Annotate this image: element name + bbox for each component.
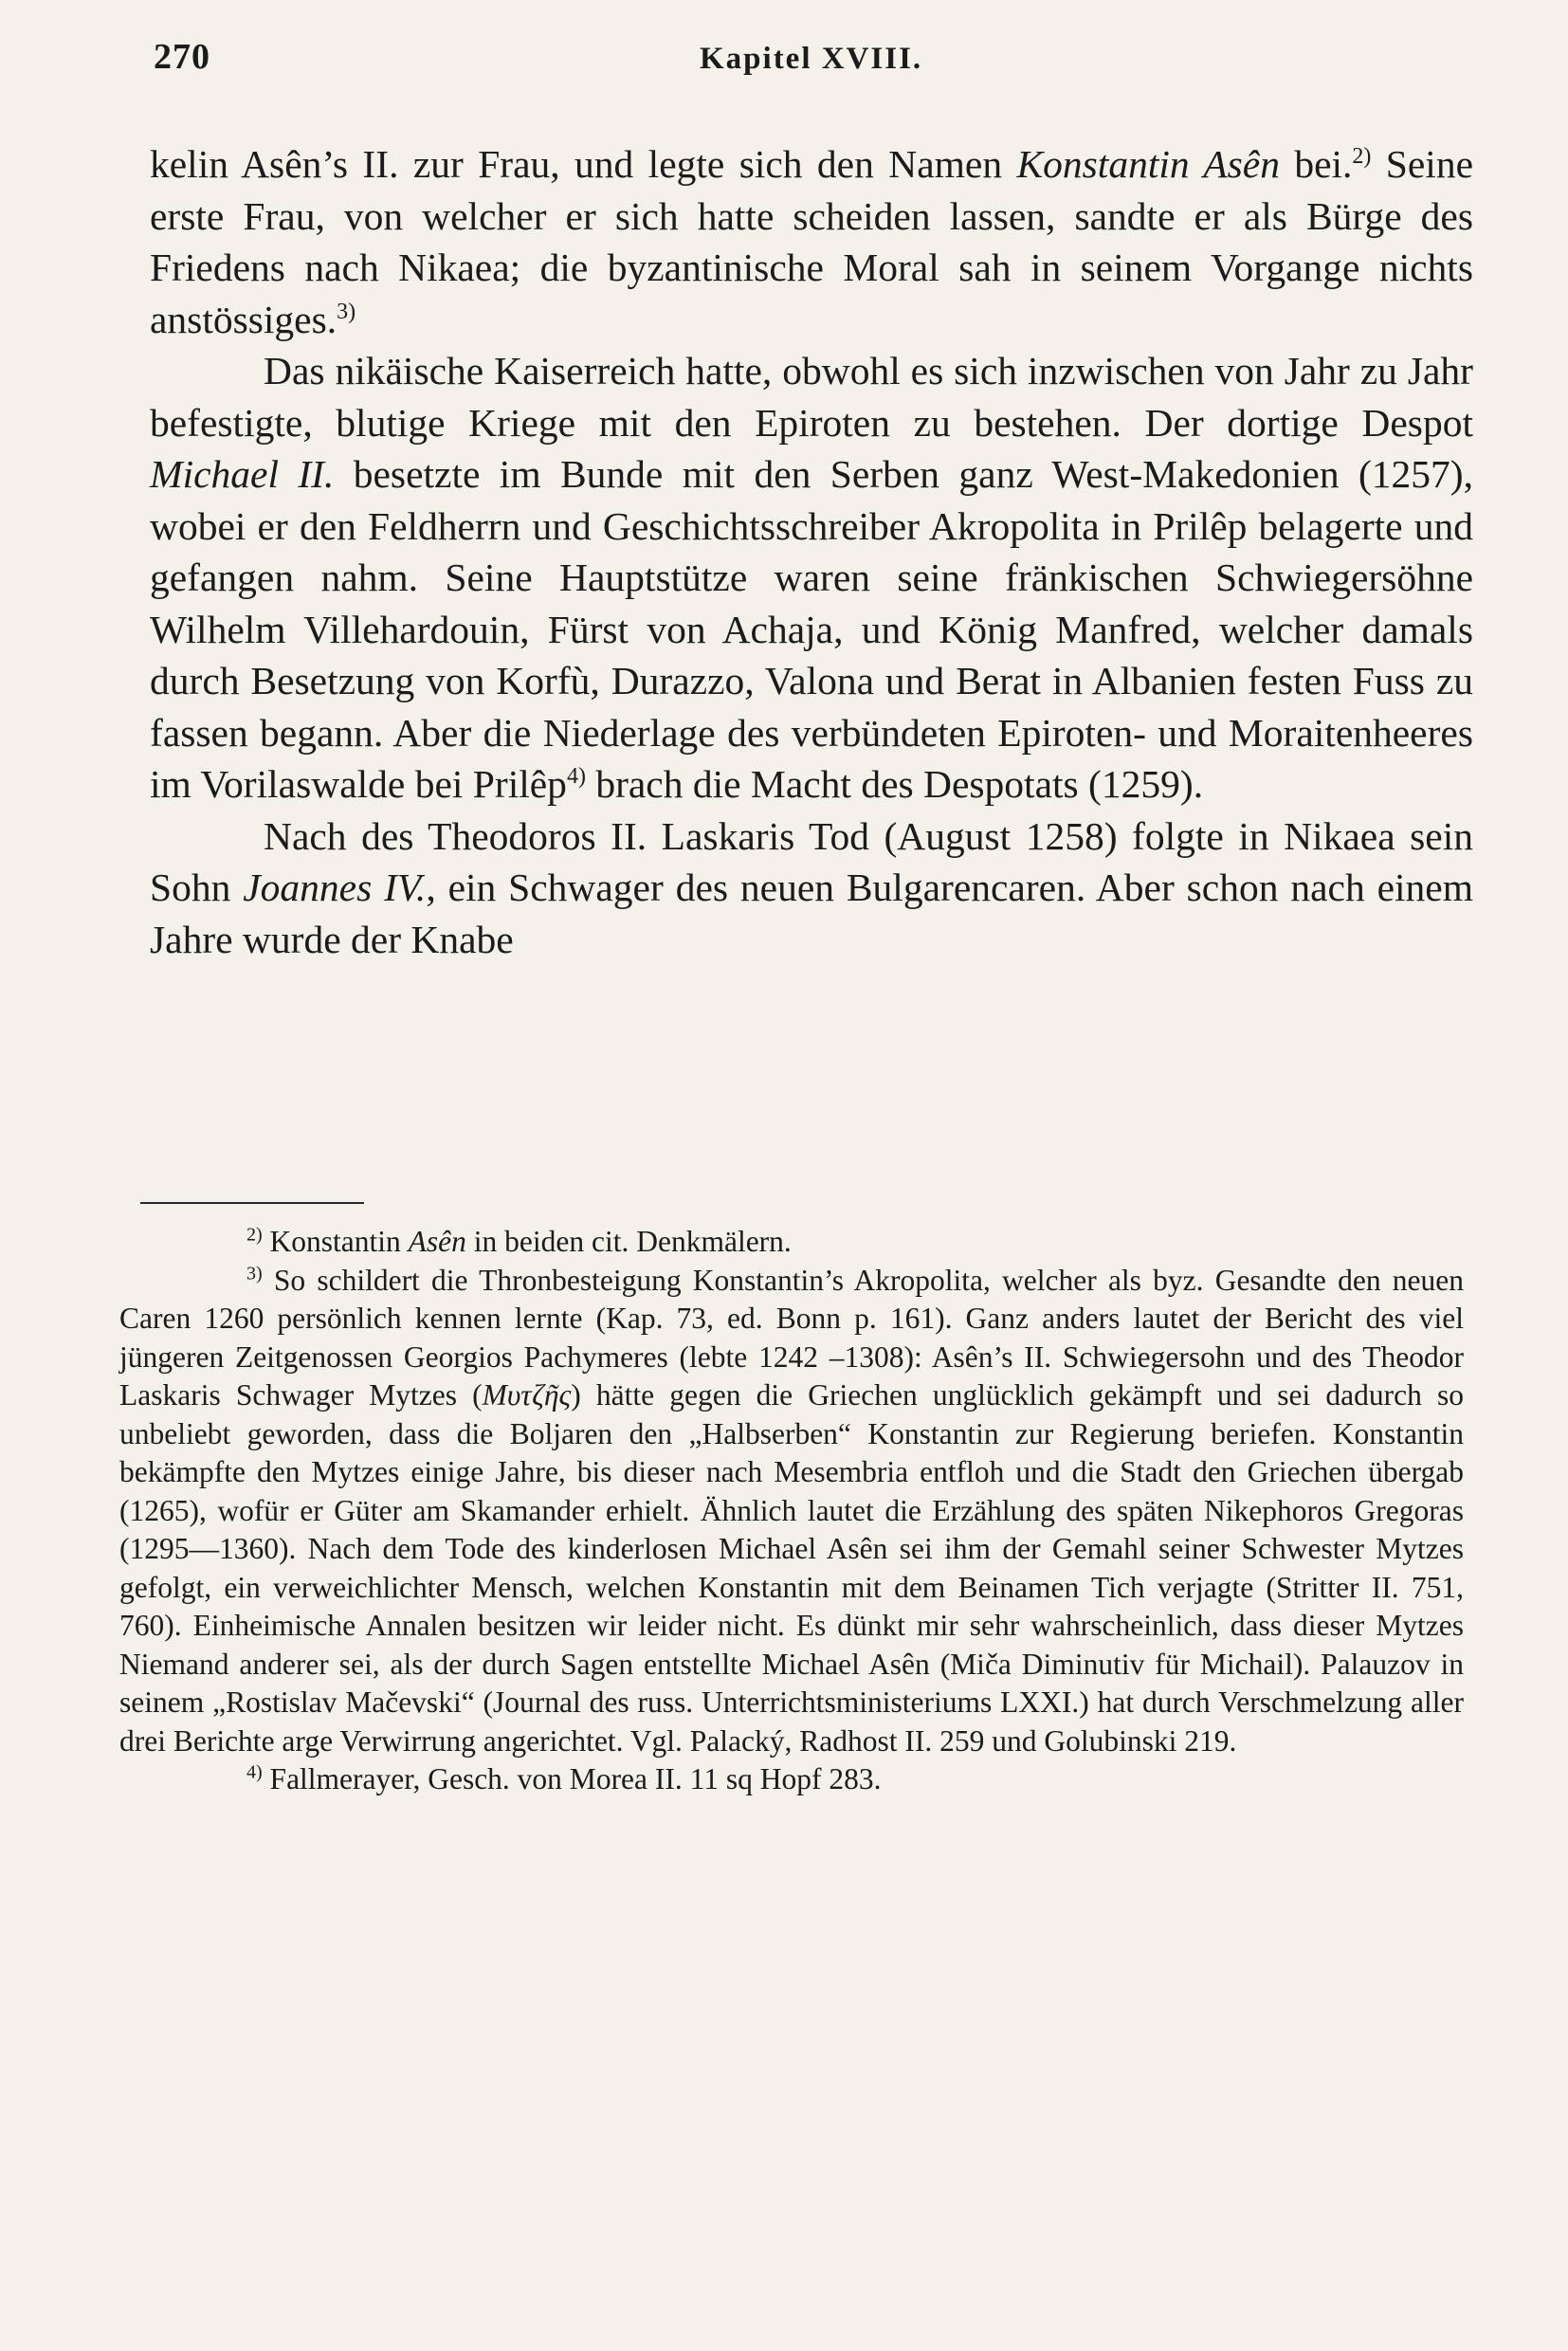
footnote-marker: 2)	[246, 1224, 263, 1246]
text-run: , ein Schwager des neuen Bulgarencaren. Aber schon nach einem Jahre wurde der Knabe	[150, 866, 1473, 961]
italic-text: Asên	[408, 1225, 466, 1258]
text-run: Nach des Theodoros II. Laskaris Tod (August 1258) folgte in Nikaea sein Sohn	[150, 813, 1473, 909]
footnote-marker: 4)	[246, 1761, 263, 1783]
paragraph	[150, 345, 1473, 811]
footnote-marker: 3)	[246, 1263, 263, 1284]
text-run: Seine erste Frau, von welcher er sich hatte scheiden lassen, sandte er als Bürge des Friedens nach Nikaea; die byzantinische Moral sah in seinem Vorgange nichts anstössiges.	[150, 142, 1474, 341]
paragraph	[150, 811, 1473, 966]
footnotes	[119, 1223, 1464, 1799]
footnote-marker: 4)	[566, 764, 586, 790]
text-run: Das nikäische Kaiserreich hatte, obwohl es sich inzwischen von Jahr zu Jahr befestigte, blutige Kriege mit den Epiroten zu bestehen. Der dortige Despot	[150, 349, 1473, 445]
footnote	[119, 1760, 1464, 1799]
running-header: Kapitel XVIII.	[700, 42, 923, 76]
text-run: Fallmerayer, Gesch. von Morea II. 11 sq Hopf 283.	[262, 1762, 882, 1795]
footnote-divider	[140, 1202, 364, 1204]
footnote-marker: 3)	[337, 299, 356, 324]
italic-text: Michael II.	[150, 452, 335, 496]
page-number: 270	[154, 37, 210, 77]
text-run: bei.	[1279, 142, 1353, 186]
main-text	[150, 138, 1473, 965]
italic-text: Μυτζῆς	[482, 1378, 572, 1412]
italic-text: Joannes IV.	[243, 866, 427, 909]
footnote-marker: 2)	[1352, 144, 1372, 170]
text-run: in beiden cit. Denkmälern.	[465, 1225, 792, 1258]
text-run: Konstantin	[262, 1225, 409, 1258]
text-run: So schildert die Thronbesteigung Konstantin’s Akropolita, welcher als byz. Gesandte den neuen Caren 1260 persönlich kennen lernte (Kap. 73, ed. Bonn p. 161). Ganz anders lautet der Bericht des viel jüngeren Zeitgenossen Georgios Pachymeres (lebte 1242 –1308): Asên’s II. Schwiegersohn und des Theodor Laskaris Schwager Mytzes (	[119, 1263, 1464, 1412]
text-run: kelin Asên’s II. zur Frau, und legte sich den Namen	[150, 142, 1017, 186]
footnote	[119, 1223, 1464, 1262]
text-run: ) hätte gegen die Griechen unglücklich gekämpft und sei dadurch so unbeliebt geworden, dass die Boljaren den „Halbserben“ Konstantin zur Regierung beriefen. Konstantin bekämpfte den Mytzes einige Jahre, bis dieser nach Mesembria entfloh und die Stadt den Griechen übergab (1265), wofür er Güter am Skamander erhielt. Ähnlich lautet die Erzählung des späten Nikephoros Gregoras (1295—1360). Nach dem Tode des kinderlosen Michael Asên sei ihm der Gemahl seiner Schwester Mytzes gefolgt, ein verweichlichter Mensch, welchen Konstantin mit dem Beinamen Tich verjagte (Stritter II. 751, 760). Einheimische Annalen besitzen wir leider nicht. Es dünkt mir sehr wahrscheinlich, dass dieser Mytzes Niemand anderer sei, als der durch Sagen entstellte Michael Asên (Miča Diminutiv für Michail). Palauzov in seinem „Rostislav Mačevski“ (Journal des russ. Unterrichtsministeriums LXXI.) hat durch Verschmelzung aller drei Berichte arge Verwirrung angerichtet. Vgl. Palacký, Radhost II. 259 und Golubinski 219.	[119, 1378, 1464, 1758]
text-run: besetzte im Bunde mit den Serben ganz West-Makedonien (1257), wobei er den Feldherrn und Geschichtsschreiber Akropolita in Prilêp belagerte und gefangen nahm. Seine Hauptstütze waren seine fränkischen Schwiegersöhne Wilhelm Villehardouin, Fürst von Achaja, und König Manfred, welcher damals durch Besetzung von Korfù, Durazzo, Valona und Berat in Albanien festen Fuss zu fassen begann. Aber die Niederlage des verbündeten Epiroten- und Moraitenheeres im Vorilaswalde bei Prilêp	[150, 452, 1473, 806]
footnote	[119, 1262, 1464, 1761]
italic-text: Konstantin Asên	[1016, 142, 1280, 186]
text-run: brach die Macht des Despotats (1259).	[585, 762, 1204, 806]
paragraph	[150, 138, 1473, 345]
